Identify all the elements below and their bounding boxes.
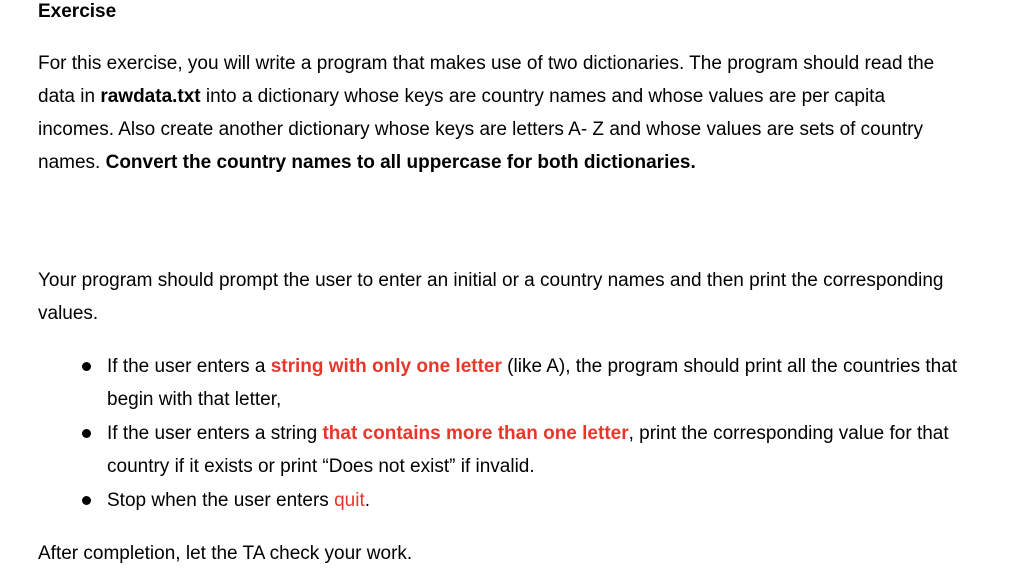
- section-heading: Exercise: [38, 1, 117, 22]
- prompt-paragraph: Your program should prompt the user to enter an initial or a country names and then print the corresponding values.: [38, 270, 944, 324]
- intro-paragraph: [38, 47, 958, 179]
- bullet-text: (like A), the program should print all the countries that begin with that letter,: [107, 356, 958, 410]
- list-item: [38, 484, 958, 517]
- intro-text-1: For this exercise, you will write a program that makes use of two dictionaries. The program should read the data in: [38, 53, 935, 107]
- list-item: [38, 350, 958, 416]
- bullet-text: .: [364, 490, 371, 511]
- intro-text-2: into a dictionary whose keys are country names and whose values are per capita incomes. Also create another dictionary whose keys are letters A- Z and whose values are sets of country names.: [38, 86, 923, 173]
- list-item: [38, 417, 958, 483]
- requirements-list: [38, 350, 958, 518]
- uppercase-instruction: Convert the country names to all uppercase for both dictionaries.: [105, 152, 696, 173]
- bullet-highlight: quit: [334, 490, 365, 511]
- bullet-text: If the user enters a string: [107, 423, 323, 444]
- bullet-text: Stop when the user enters: [107, 490, 335, 511]
- bullet-text: If the user enters a: [107, 356, 271, 377]
- bullet-text: , print the corresponding value for that country if it exists or print “Does not exist” if invalid.: [107, 423, 949, 477]
- bullet-highlight: that contains more than one letter: [322, 423, 629, 444]
- filename: rawdata.txt: [100, 86, 201, 107]
- bullet-highlight: string with only one letter: [270, 356, 502, 377]
- closing-note: After completion, let the TA check your work.: [38, 543, 413, 564]
